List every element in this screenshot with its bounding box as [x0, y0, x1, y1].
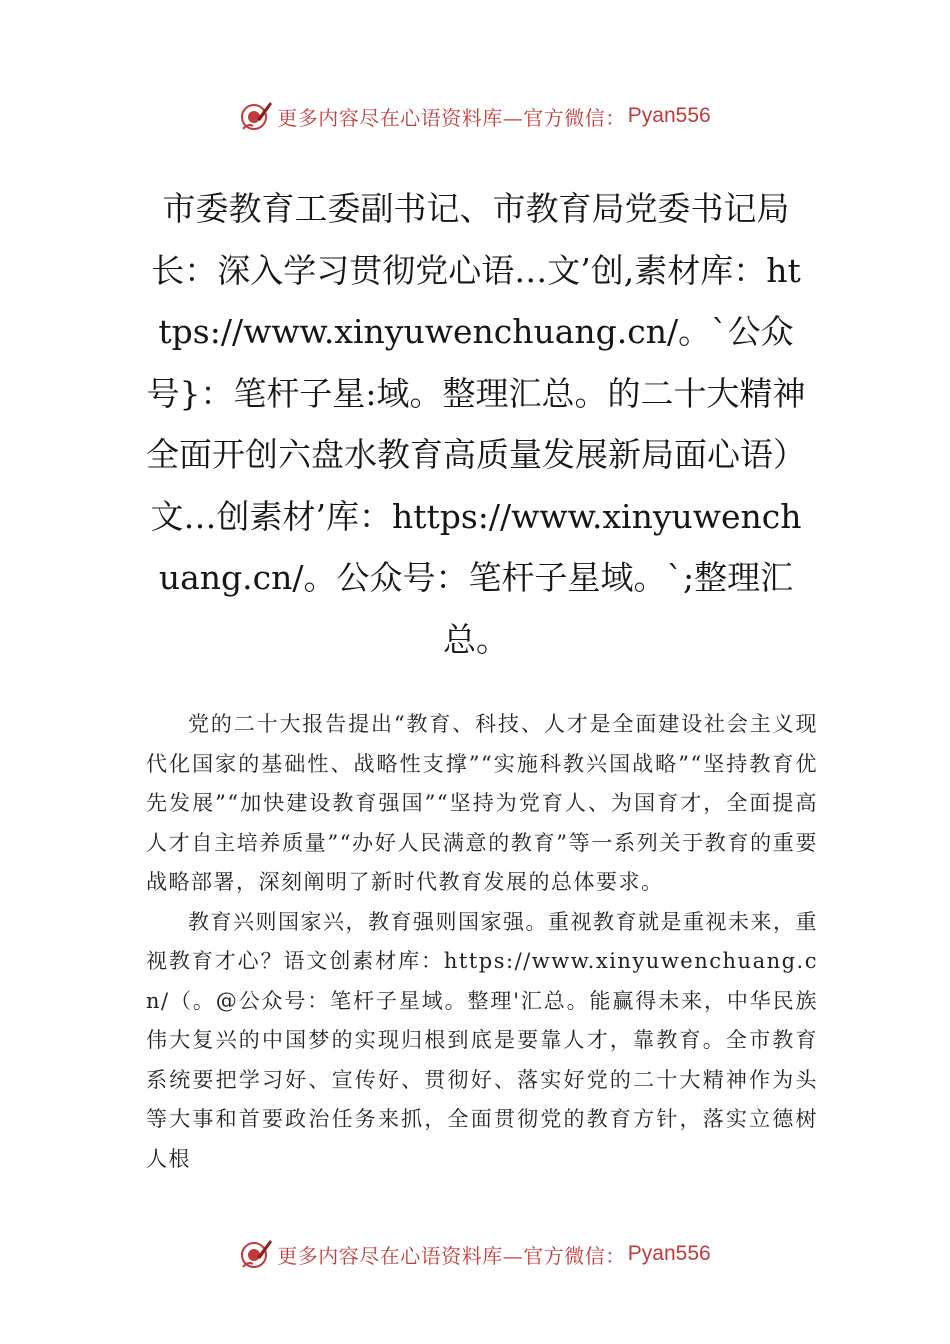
header-banner-text: 更多内容尽在心语资料库—官方微信： — [277, 105, 626, 130]
footer-banner — [0, 1234, 950, 1274]
paragraph: 教育兴则国家兴，教育强则国家强。重视教育就是重视未来，重视教育才心？语文创素材库：https://www.xinyuwenchuang.cn/（。@公众号：笔杆子星域。整理'汇总。能赢得未来，中华民族伟大复兴的中国梦的实现归根到底是要靠人才，靠教育。全市教育系统要把学习好、宣传好、贯彻好、落实好党的二十大精神作为头等大事和首要政治任务来抓，全面贯彻党的教育方针，落实立德树人根 — [146, 909, 818, 1171]
header-banner — [0, 96, 950, 136]
paragraph: 党的二十大报告提出“教育、科技、人才是全面建设社会主义现代化国家的基础性、战略性支撑”“实施科教兴国战略”“坚持教育优先发展”“加快建设教育强国”“坚持为党育人、为国育才，全面提高人才自主培养质量”“办好人民满意的教育”等一系列关于教育的重要战略部署，深刻阐明了新时代教育发展的总体要求。 — [146, 712, 818, 894]
document-title: 市委教育工委副书记、市教育局党委书记局长：深入学习贯彻党心语…文’创,素材库：https://www.xinyuwenchuang.cn/。`公众号}：笔杆子星:域。整理汇总。的二十大精神 全面开创六盘水教育高质量发展新局面心语）文…创素材’库：https://www.xinyuwenchuang.cn/。公众号：笔杆子星域。`;整理汇总。 — [146, 189, 806, 659]
brush-logo-icon — [239, 99, 273, 133]
footer-banner-text: 更多内容尽在心语资料库—官方微信： — [277, 1243, 626, 1268]
footer-banner-wechat: Pyan556 — [627, 1242, 711, 1265]
document-body — [146, 705, 818, 1179]
brush-logo-icon — [239, 1237, 273, 1271]
header-banner-wechat: Pyan556 — [627, 104, 711, 127]
